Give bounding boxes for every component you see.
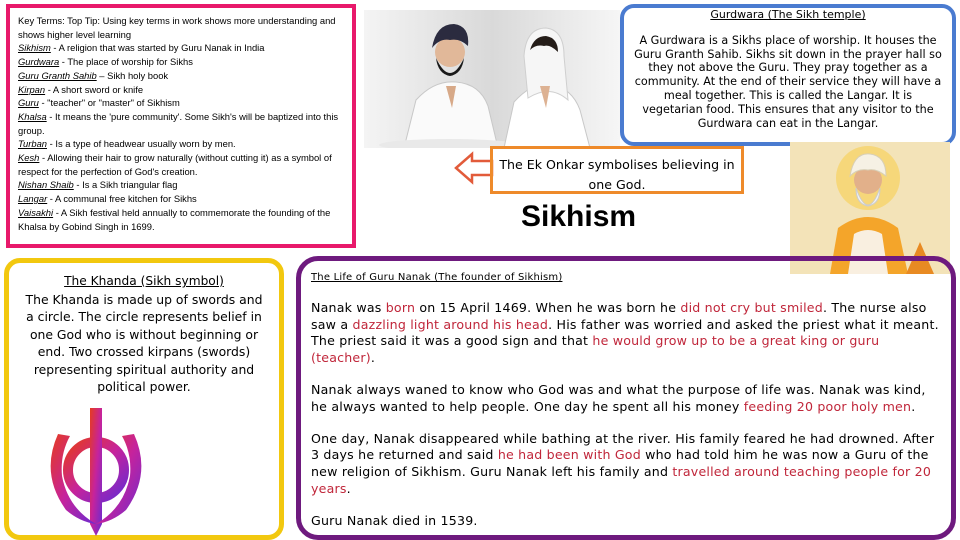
key-term-word: Nishan Shaib [18,179,74,191]
khanda-text: The Khanda is made up of swords and a circle. The circle represents belief in one God who is without beginning or end. Two crossed kirpans (swords) representing spiritual authority and political power. [25,291,263,394]
key-term-item [18,151,346,178]
key-term-definition: - A short sword or knife [45,83,144,95]
text-segment: . [346,480,351,496]
key-term-definition: - "teacher" or "master" of Sikhism [38,97,180,109]
text-segment: One day, Nanak disappeared while bathing at the river. His family feared he had drowned. After 3 days he returned and said [311,430,935,463]
text-segment: . The nurse also saw a [311,299,927,332]
key-term-definition: - A communal free kitchen for Sikhs [47,193,197,205]
ek-onkar-text: The Ek Onkar symbolises believing in one God. [499,157,735,192]
key-term-item [18,55,346,69]
highlighted-phrase: feeding 20 poor holy men [743,398,912,414]
guru-nanak-paragraph-1 [311,300,939,367]
highlighted-phrase: travelled around teaching people for 20 years [311,464,932,496]
key-term-definition: - A Sikh festival held annually to commemorate the founding of the Khalsa by Gobind Singh in 1699. [18,206,331,232]
key-term-word: Gurdwara [18,56,60,68]
key-term-word: Guru [18,97,39,109]
gurdwara-text: A Gurdwara is a Sikhs place of worship. It houses the Guru Granth Sahib. Sikhs sit down in the prayer hall so they not above the Guru. They pray together as a community. At the end of their service they will have a meal together. This is called the Langar. It is vegetarian food. This ensures that any visitor to the Gurdwara can eat in the Langar. [634,33,942,130]
key-term-definition: - The place of worship for Sikhs [59,56,193,68]
text-segment: Nanak was [311,299,386,315]
key-term-word: Kesh [18,152,40,164]
key-term-item [18,69,346,83]
key-term-item [18,110,346,137]
key-term-item [18,137,346,151]
text-segment: Nanak always waned to know who God was and what the purpose of life was. Nanak was kind, he always wanted to help people. One day he spent all his money [311,381,926,414]
highlighted-phrase: dazzling light around his head [352,316,549,332]
guru-nanak-life-panel [296,256,956,540]
key-term-definition: - Is a type of headwear usually worn by men. [47,138,236,150]
guru-nanak-paragraph-2 [311,382,939,416]
key-term-word: Kirpan [18,83,46,95]
key-term-word: Turban [18,138,48,150]
key-term-item [18,178,346,192]
key-term-word: Langar [18,193,48,205]
highlighted-phrase: he would grow up to be a great king or guru (teacher) [311,333,880,366]
key-term-definition: – Sikh holy book [96,69,169,81]
text-segment: . His father was worried and asked the priest what it meant. The priest said it was a good sign and that [311,316,939,349]
key-term-word: Khalsa [18,110,47,122]
key-term-item [18,192,346,206]
key-terms-panel [6,4,356,248]
guru-nanak-life-title: The Life of Guru Nanak (The founder of Sikhism) [311,272,563,283]
highlighted-phrase: did not cry but smiled [680,299,823,315]
key-term-word: Vaisakhi [18,206,54,218]
key-term-item [18,206,346,233]
key-term-definition: - Allowing their hair to grow naturally (without cutting it) as a symbol of respect for the perfection of God's creation. [18,152,332,177]
ek-onkar-callout [490,146,744,194]
text-segment: . [370,350,376,366]
key-terms-list [18,41,346,233]
khanda-title: The Khanda (Sikh symbol) [64,274,224,288]
key-term-item [18,41,346,55]
gurdwara-panel [620,4,956,146]
key-term-definition: - It means the 'pure community'. Some Sikh's will be baptized into this group. [18,110,339,136]
khanda-symbol-icon [40,404,152,540]
key-term-word: Sikhism [18,42,51,54]
page-title: Sikhism [521,200,637,233]
text-segment: on 15 April 1469. When he was born he [415,299,681,315]
guru-nanak-portrait-image [790,142,950,274]
key-term-item [18,96,346,110]
highlighted-phrase: born [385,299,416,315]
guru-nanak-paragraph-3 [311,431,939,498]
arrow-left-icon [454,151,494,185]
text-segment: . [911,398,916,414]
text-segment: who had told him he was now a Guru of the new religion of Sikhism. Guru Nanak left his family and [311,447,929,480]
key-term-definition: - Is a Sikh triangular flag [73,179,178,191]
key-term-item [18,83,346,97]
gurdwara-title: Gurdwara (The Sikh temple) [710,8,866,21]
sikh-couple-praying-image [364,10,620,148]
key-term-word: Guru Granth Sahib [18,69,97,81]
highlighted-phrase: he had been with God [497,447,641,463]
key-term-definition: - A religion that was started by Guru Nanak in India [50,42,265,54]
key-terms-heading: Key Terms: Top Tip: Using key terms in work shows more understanding and shows higher level learning [18,15,336,40]
guru-nanak-paragraph-4: Guru Nanak died in 1539. [311,512,478,528]
